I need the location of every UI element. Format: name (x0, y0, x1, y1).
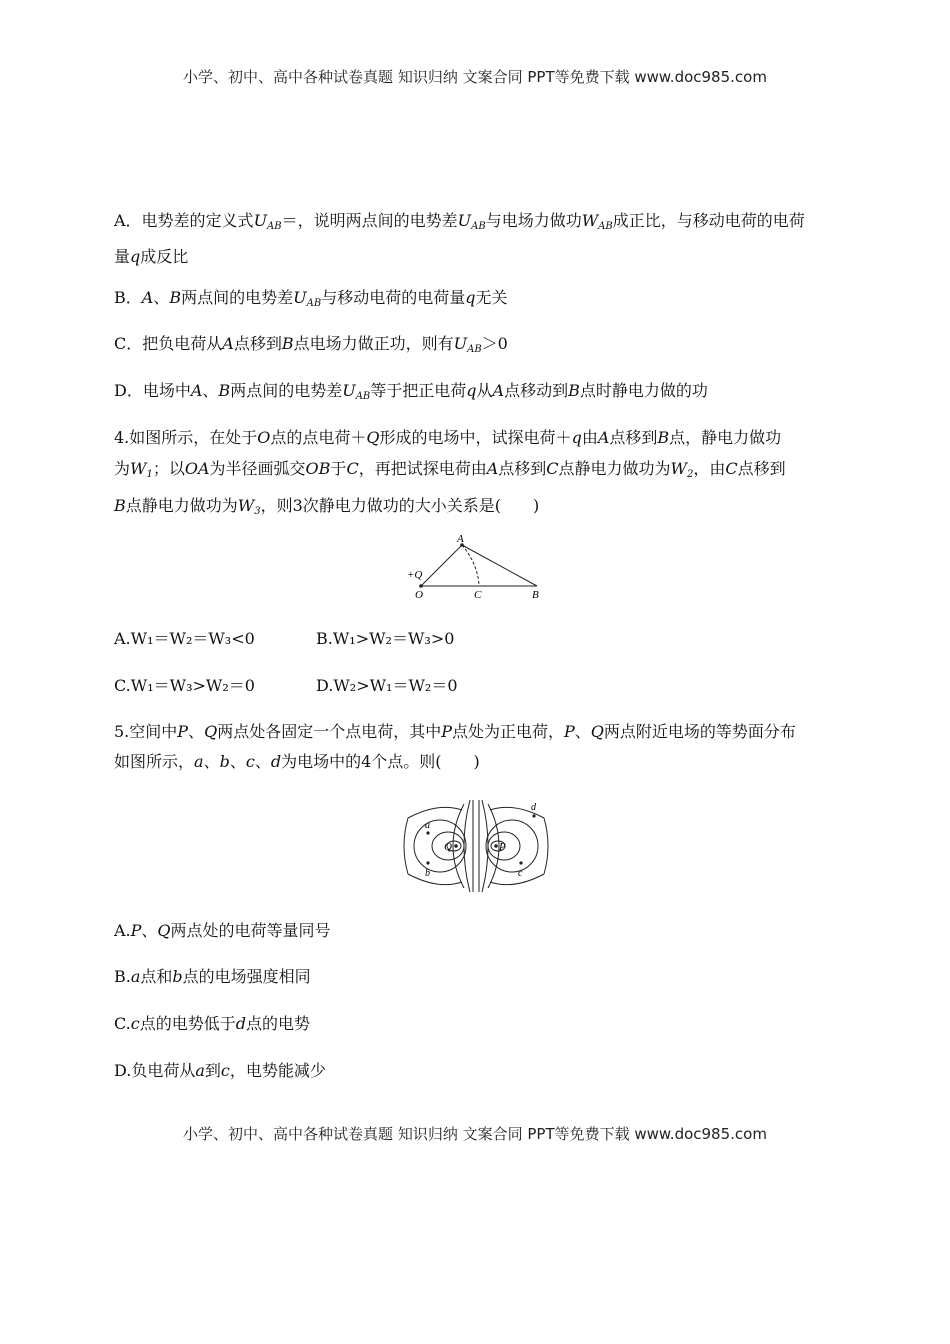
label-p: P (499, 841, 506, 853)
q5-equipotential-figure (398, 796, 552, 896)
label-c: C (474, 589, 482, 601)
q4-triangle-figure (400, 530, 550, 602)
header-banner: 小学、初中、高中各种试卷真题 知识归纳 文案合同 PPT等免费下载 www.doc985.com (183, 68, 767, 86)
q5-stem: 5.空间中P、Q两点处各固定一个点电荷，其中P点处为正电荷，P、Q两点附近电场的等势面分布 如图所示，a、b、c、d为电场中的4个点。则( ) (114, 722, 796, 771)
q3-option-b: B．A、B两点间的电势差$U_{AB}$与移动电荷的电荷量q无关 (114, 288, 508, 309)
label-q: Q (444, 841, 452, 853)
label-d-point: d (531, 802, 536, 813)
label-b: B (532, 589, 539, 601)
label-b-point: b (425, 868, 430, 879)
q5-option-a: A.P、Q两点处的电荷等量同号 (114, 921, 331, 940)
q4-option-b: B.W₁>W₂＝W₃>0 (316, 629, 455, 648)
label-a: A (457, 533, 464, 545)
q3-option-c: C．把负电荷从A点移到B点电场力做正功，则有$U_{AB}>0$ (114, 334, 508, 355)
label-plus-q: +Q (407, 569, 423, 581)
q4-option-d: D.W₂>W₁＝W₂＝0 (316, 676, 458, 695)
label-c-point: c (518, 868, 523, 879)
q3-option-a: A．电势差的定义式$U_{AB}=$，说明两点间的电势差$U_{AB}$与电场力做功$W_{AB}$成正比，与移动电荷的电荷 量q成反比 (114, 211, 805, 266)
q4-option-c: C.W₁＝W₃>W₂＝0 (114, 676, 255, 695)
q5-option-c: C.c点的电势低于d点的电势 (114, 1014, 311, 1033)
q3-option-d: D．电场中A、B两点间的电势差$U_{AB}$等于把正电荷q从A点移动到B点时静电力做的功 (114, 381, 708, 402)
label-o: O (415, 589, 423, 601)
q5-option-b: B.a点和b点的电场强度相同 (114, 967, 311, 986)
label-a-point: a (425, 820, 430, 831)
q4-stem: 4.如图所示，在处于O点的点电荷＋Q形成的电场中，试探电荷＋q由A点移到B点，静电力做功 为$W_1$；以OA为半径画弧交OB于C，再把试探电荷由A点移到C点静电力做功为$W_2$，由C点移到 B点静电力做功为$W_3$，则3次静电力做功的大小关系是( ) (114, 428, 786, 517)
q4-option-a: A.W₁＝W₂＝W₃<0 (114, 629, 255, 648)
q5-option-d: D.负电荷从a到c，电势能减少 (114, 1061, 326, 1080)
footer-banner: 小学、初中、高中各种试卷真题 知识归纳 文案合同 PPT等免费下载 www.doc985.com (183, 1125, 767, 1143)
